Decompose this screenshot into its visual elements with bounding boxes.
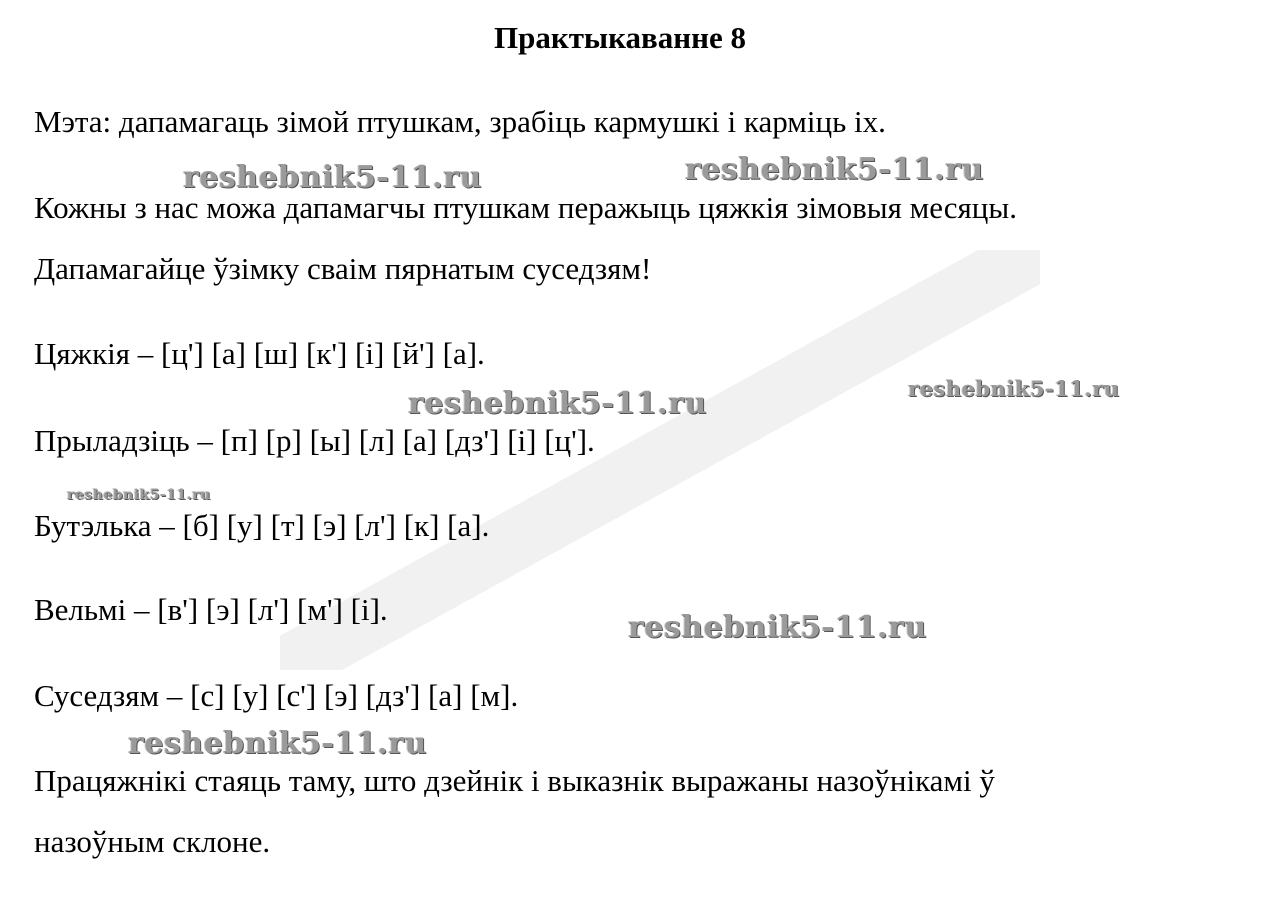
watermark: reshebnik5-11.ru	[908, 376, 1120, 401]
phonetic-line-susedziam: Суседзям – [с] [у] [с'] [э] [дз'] [а] [м].	[34, 678, 519, 713]
phonetic-line-butelka: Бутэлька – [б] [у] [т] [э] [л'] [к] [а].	[34, 508, 490, 543]
watermark: reshebnik5-11.ru	[408, 386, 707, 421]
conclusion-line-1: Працяжнікі стаяць таму, што дзейнік і выказнік выражаны назоўнікамі ў	[34, 763, 995, 798]
watermark: reshebnik5-11.ru	[67, 487, 211, 503]
background-watermark	[280, 250, 1040, 670]
page-title: Практыкаванне 8	[493, 20, 746, 55]
watermark: reshebnik5-11.ru	[128, 726, 427, 761]
paragraph-2: Дапамагайце ўзімку сваім пярнатым суседзям!	[34, 251, 652, 286]
phonetic-line-pryladzits: Прыладзіць – [п] [р] [ы] [л] [а] [дз'] [і] [ц'].	[34, 423, 595, 458]
watermark: reshebnik5-11.ru	[628, 610, 927, 645]
watermark: reshebnik5-11.ru	[183, 160, 482, 195]
phonetic-line-tsiazhkiia: Цяжкія – [ц'] [а] [ш] [к'] [і] [й'] [а].	[34, 336, 485, 371]
watermark: reshebnik5-11.ru	[685, 152, 984, 187]
paragraph-1: Кожны з нас можа дапамагчы птушкам перажыць цяжкія зімовыя месяцы.	[34, 190, 1017, 225]
goal-text: Мэта: дапамагаць зімой птушкам, зрабіць кармушкі і карміць іх.	[34, 104, 886, 139]
phonetic-line-velmi: Вельмі – [в'] [э] [л'] [м'] [і].	[34, 592, 388, 627]
conclusion-line-2: назоўным склоне.	[34, 824, 271, 859]
